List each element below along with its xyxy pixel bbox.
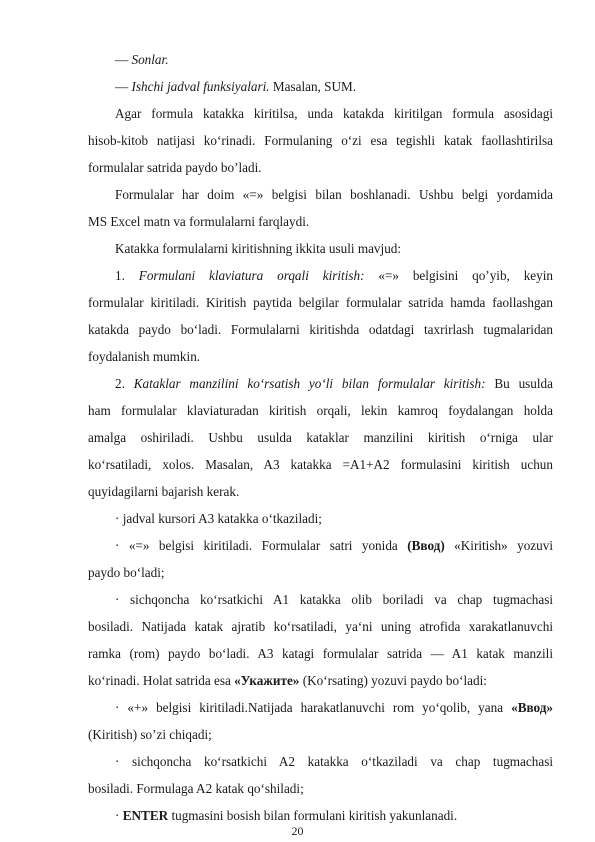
paragraph-line: ko‘rsatiladi, xolos. Masalan, A3 katakka =A1+A2 formulasini kiritish uchun	[88, 457, 553, 472]
paragraph-line: Katakka formulalarni kiritishning ikkita usuli mavjud:	[115, 241, 402, 256]
bullet-item: · «=» belgisi kiritiladi. Formulalar satri yonida (Ввод) «Kiritish» yozuvi	[115, 538, 553, 553]
bullet-item: · jadval kursori A3 katakka o‘tkaziladi;	[115, 511, 322, 526]
list-item-sonlar: — Sonlar.	[115, 52, 169, 67]
paragraph-line: katakda paydo bo‘ladi. Formulalarni kiritishda odatdagi taxrirlash tugmalaridan	[88, 322, 553, 337]
method-1-heading: 1. Formulani klaviatura orqali kiritish: «=» belgisini qo’yib, keyin	[115, 268, 554, 283]
paragraph-line: quyidagilarni bajarish kerak.	[88, 484, 240, 499]
paragraph-line: paydo bo‘ladi;	[88, 565, 165, 580]
paragraph-line: ko‘rinadi. Holat satrida esa «Укажите» (Ko‘rsating) yozuvi paydo bo‘ladi:	[88, 673, 487, 688]
paragraph-line: hisob-kitob natijasi ko‘rinadi. Formulaning o‘zi esa tegishli katak faollashtirilsa	[88, 133, 553, 148]
paragraph-line: ramka (rom) paydo bo‘ladi. A3 katagi formulalar satrida — A1 katak manzili	[88, 646, 553, 661]
paragraph-line: (Kiritish) so’zi chiqadi;	[88, 727, 212, 742]
bullet-item: · «+» belgisi kiritiladi.Natijada harakatlanuvchi rom yo‘qolib, yana «Ввод»	[115, 700, 553, 715]
paragraph-line: formulalar satrida paydo bo’ladi.	[88, 160, 262, 175]
paragraph-line: ham formulalar klaviaturadan kiritish orqali, lekin kamroq foydalangan holda	[88, 403, 553, 418]
paragraph-line: bosiladi. Natijada katak ajratib ko‘rsatiladi, ya‘ni uning atrofida xarakatlanuvchi	[88, 619, 553, 634]
page-number: 20	[291, 824, 304, 838]
paragraph-line: bosiladi. Formulaga A2 katak qo‘shiladi;	[88, 781, 304, 796]
paragraph-line: foydalanish mumkin.	[88, 349, 201, 364]
method-2-heading: 2. Kataklar manzilini ko‘rsatish yo‘li bilan formulalar kiritish: Bu usulda	[115, 376, 554, 391]
paragraph-line: MS Excel matn va formulalarni farqlaydi.	[88, 214, 310, 229]
bullet-item: · ENTER tugmasini bosish bilan formulani kiritish yakunlanadi.	[115, 808, 458, 823]
paragraph-line: Agar formula katakka kiritilsa, unda katakda kiritilgan formula asosidagi	[115, 106, 553, 121]
paragraph-line: formulalar kiritiladi. Kiritish paytida belgilar formulalar satrida hamda faollashgan	[88, 295, 553, 310]
list-item-functions: — Ishchi jadval funksiyalari. Masalan, SUM.	[115, 79, 357, 94]
bullet-item: · sichqoncha ko‘rsatkichi A2 katakka o‘tkaziladi va chap tugmachasi	[115, 754, 553, 769]
bullet-item: · sichqoncha ko‘rsatkichi A1 katakka olib boriladi va chap tugmachasi	[115, 592, 553, 607]
paragraph-line: amalga oshiriladi. Ushbu usulda kataklar manzilini kiritish o‘rniga ular	[88, 430, 553, 445]
paragraph-line: Formulalar har doim «=» belgisi bilan boshlanadi. Ushbu belgi yordamida	[115, 187, 553, 202]
